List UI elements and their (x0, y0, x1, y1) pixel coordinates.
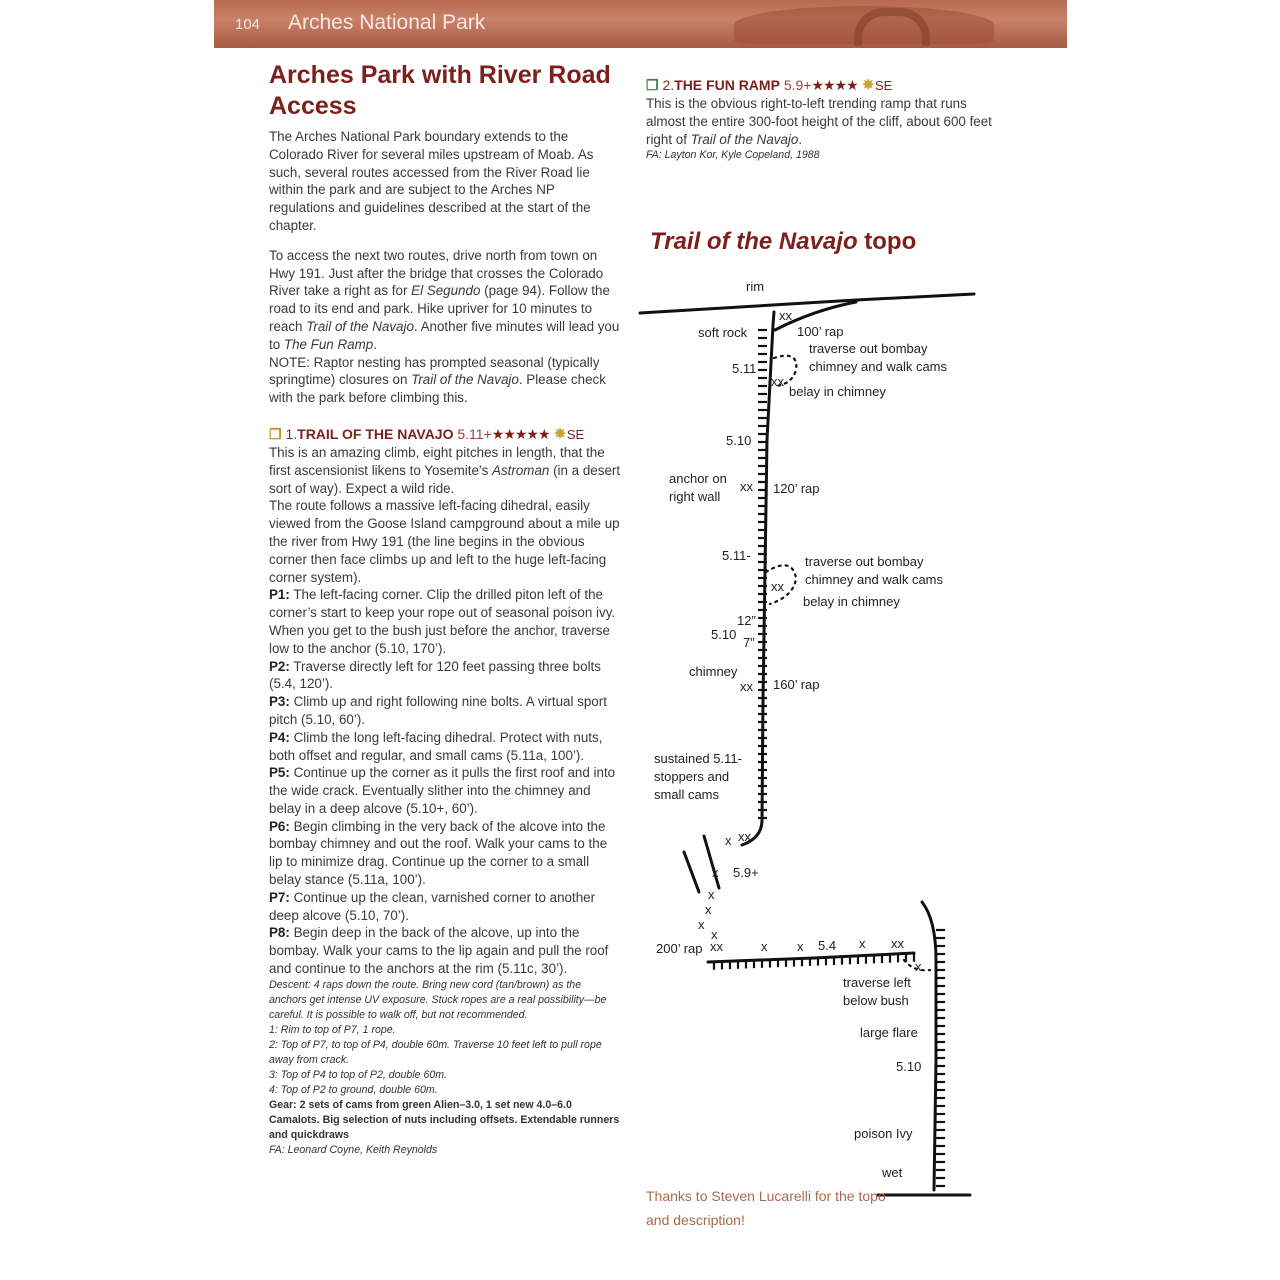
bolt-mark: x (761, 939, 768, 954)
topo-title: Trail of the Navajo topo (650, 228, 917, 255)
section-heading: Arches Park with River Road Access (269, 61, 611, 120)
label-belay-1: belay in chimney (789, 384, 886, 399)
topo-lines (640, 294, 974, 1195)
bolt-mark: x (712, 865, 719, 880)
route-1-description: This is an amazing climb, eight pitches in length, that the first ascensionist likens to Yosemite’s Astroman (in a desert sort of way). Expect a wild ride. (269, 444, 621, 496)
bolt-mark: x (915, 959, 922, 974)
running-title: Arches National Park (288, 11, 486, 34)
label-anchor-b: right wall (669, 489, 721, 504)
label-rim: rim (746, 279, 765, 294)
anchor-mark: xx (710, 939, 723, 954)
label-grade-510c: 5.10 (896, 1059, 922, 1074)
label-grade-511m: 5.11- (722, 548, 751, 563)
page-number: 104 (235, 16, 261, 33)
label-width-12: 12” (737, 613, 756, 628)
checkbox-icon: ❒ (646, 77, 659, 93)
label-rap-100: 100’ rap (797, 324, 844, 339)
label-traverse-left-a: traverse left (843, 975, 911, 990)
route-number: 1. (285, 425, 298, 442)
route-2-first-ascent: FA: Layton Kor, Kyle Copeland, 1988 (646, 149, 820, 162)
first-ascent-text: FA: Leonard Coyne, Keith Reynolds (269, 1143, 438, 1156)
route-number: 2. (662, 77, 675, 93)
label-traverse-1a: traverse out bombay (809, 341, 928, 356)
label-rap-120: 120’ rap (773, 481, 820, 496)
bolt-mark: x (698, 917, 705, 932)
lower-corner-line (922, 902, 936, 1190)
bolt-mark: x (797, 939, 804, 954)
gear-text: Gear: 2 sets of cams from green Alien–3.0, 1 set new 4.0–6.0 Camalots. Big selection of nuts including offsets. Extendable runners and quickdraws (269, 1098, 620, 1141)
label-grade-59: 5.9+ (733, 865, 759, 880)
label-traverse-left-b: below bush (843, 993, 909, 1008)
sun-icon: ✸ (861, 77, 875, 94)
topo-dotted-paths (766, 356, 930, 971)
route-aspect: SE (566, 426, 585, 442)
label-chimney: chimney (689, 664, 738, 679)
anchor-mark: xx (891, 936, 904, 951)
pitch-2: P2: Traverse directly left for 120 feet passing three bolts (5.4, 120’). (269, 658, 601, 692)
rim-line (640, 294, 974, 313)
bolt-mark: x (725, 833, 732, 848)
checkbox-icon: ❒ (269, 425, 282, 442)
label-traverse-2b: chimney and walk cams (805, 572, 943, 587)
pitch-4: P4: Climb the long left-facing dihedral. Protect with nuts, both offset and regular, and small cams (5.11a, 100’). (269, 729, 603, 763)
note-paragraph: NOTE: Raptor nesting has prompted seasonal (typically springtime) closures on Trail of the Navajo. Please check with the park before climbing this. (269, 354, 606, 406)
star-rating-icon: ★★★★★ (491, 425, 550, 442)
anchor-mark: xx (740, 679, 753, 694)
anchor-mark: xx (779, 308, 792, 323)
label-sustained-c: small cams (654, 787, 720, 802)
star-rating-icon: ★★★★ (811, 77, 858, 93)
sun-icon: ✸ (553, 425, 567, 443)
route-grade: 5.9+ (783, 77, 812, 93)
ramp-lower-line (684, 852, 699, 892)
label-rap-160: 160’ rap (773, 677, 820, 692)
bolt-mark: x (705, 902, 712, 917)
pitch-1: P1: The left-facing corner. Clip the drilled piton left of the corner’s start to keep your rope out of seasonal poison ivy. When you get to the bush just before the anchor, traverse low to the anchor (5.10, 170’). (269, 587, 616, 656)
route-name: TRAIL OF THE NAVAJO (297, 425, 454, 442)
bolt-mark: x (711, 927, 718, 942)
label-traverse-2a: traverse out bombay (805, 554, 924, 569)
rappel-3: 3: Top of P4 to top of P2, double 60m. (269, 1068, 448, 1081)
pitch-6: P6: Begin climbing in the very back of the alcove into the bombay chimney and out the roof. Walk your cams to the lip to minimize drag. Continue up the corner to a small belay stance (5.11a, 100’). (269, 818, 608, 888)
thanks-credit: Thanks to Steven Lucarelli for the topo and description! (646, 1188, 886, 1228)
label-grade-54: 5.4 (818, 938, 837, 953)
label-sustained-b: stoppers and (654, 769, 730, 784)
label-sustained-a: sustained 5.11- (654, 751, 742, 766)
route-1-description-2: The route follows a massive left-facing dihedral, easily viewed from the Goose Island campground about a mile up the river from Hwy 191 (the line begins in the obvious corner then face climbs up and left to the huge left-facing corner system). (269, 498, 620, 585)
pitch-8: P8: Begin deep in the back of the alcove, up into the bombay. Walk your cams to the lip again and pull the roof and continue to the anchors at the rim (5.11c, 30’). (269, 925, 609, 977)
label-grade-510a: 5.10 (726, 433, 752, 448)
label-rap-200: 200’ rap (656, 941, 703, 956)
page (214, 0, 1067, 1280)
anchor-mark: xx (771, 374, 784, 389)
label-wet: wet (882, 1165, 903, 1180)
bolt-mark: x (859, 936, 866, 951)
topo-diagram (214, 0, 1067, 1280)
rappel-4: 4: Top of P2 to ground, double 60m. (269, 1083, 438, 1096)
anchor-mark: xx (738, 829, 751, 844)
label-width-7: 7” (743, 635, 755, 650)
anchor-mark: xx (740, 479, 753, 494)
ramp-upper-line (704, 836, 719, 888)
route-2-description: This is the obvious right-to-left trending ramp that runs almost the entire 300-foot height of the cliff, about 600 feet right of Trail of the Navajo. (646, 96, 992, 147)
intro-paragraph: The Arches National Park boundary extends to the Colorado River for several miles upstream of Moab. As such, several routes accessed from the River Road lie within the park and are subject to the Arches NP regulations and guidelines described at the start of the chapter. (269, 129, 594, 233)
label-anchor-a: anchor on (669, 471, 727, 486)
access-paragraph: To access the next two routes, drive north from town on Hwy 191. Just after the bridge that crosses the Colorado River take a right as for El Segundo (page 94). Follow the road to its end and park. Hike upriver for 10 minutes to reach Trail of the Navajo. Another five minutes will lead you to The Fun Ramp. (269, 247, 620, 352)
route-aspect: SE (874, 78, 893, 93)
anchor-mark: xx (771, 579, 784, 594)
pitch-5: P5: Continue up the corner as it pulls the first roof and into the wide crack. Eventually slither into the chimney and belay in a deep alcove (5.10+, 60’). (269, 765, 616, 816)
bolt-mark: x (708, 887, 715, 902)
label-traverse-1b: chimney and walk cams (809, 359, 947, 374)
label-poison-ivy: poison Ivy (854, 1126, 913, 1141)
rappel-1: 1: Rim to top of P7, 1 rope. (269, 1023, 396, 1036)
route-grade: 5.11+ (457, 425, 492, 442)
label-belay-2: belay in chimney (803, 594, 900, 609)
pitch-3: P3: Climb up and right following nine bolts. A virtual sport pitch (5.10, 60’). (269, 694, 607, 727)
rappel-2: 2: Top of P7, to top of P4, double 60m. Traverse 10 feet left to pull rope away from crack. (269, 1038, 602, 1066)
label-large-flare: large flare (860, 1025, 918, 1040)
route-name: THE FUN RAMP (674, 77, 780, 93)
label-soft-rock: soft rock (698, 325, 748, 340)
pitch-7: P7: Continue up the clean, varnished corner to another deep alcove (5.10, 70’). (269, 889, 596, 923)
label-grade-510b: 5.10 (711, 627, 737, 642)
label-grade-511: 5.11 (732, 361, 757, 376)
descent-text: Descent: 4 raps down the route. Bring new cord (tan/brown) as the anchors get intense UV exposure. Stuck ropes are a real possibility—be careful. It is possible to walk off, but not recommended. (269, 978, 607, 1021)
